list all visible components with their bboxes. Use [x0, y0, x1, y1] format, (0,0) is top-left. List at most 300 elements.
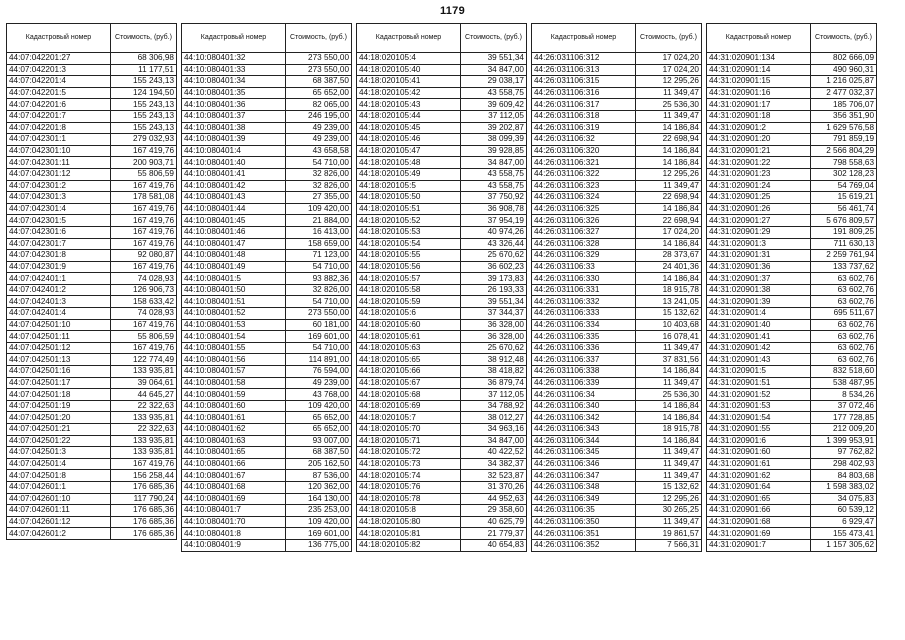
cost-cell: 63 602,76 — [811, 354, 877, 366]
table-row — [707, 53, 877, 65]
cost-cell: 34 788,92 — [461, 400, 527, 412]
cadastral-number-cell: 44:18:020105:48 — [357, 157, 461, 169]
table-row — [532, 447, 702, 459]
cost-cell: 38 418,82 — [461, 366, 527, 378]
cadastral-table-4 — [531, 23, 702, 552]
cost-cell: 40 654,83 — [461, 539, 527, 551]
cost-cell: 37 750,92 — [461, 192, 527, 204]
table-row — [357, 412, 527, 424]
table-row — [357, 110, 527, 122]
cost-cell: 54 710,00 — [286, 157, 352, 169]
cadastral-number-cell: 44:10:080401:63 — [182, 435, 286, 447]
table-row — [707, 226, 877, 238]
table-header-row — [707, 24, 877, 53]
cost-cell: 167 419,76 — [111, 342, 177, 354]
cadastral-number-cell: 44:07:042201:5 — [7, 87, 111, 99]
cadastral-number-cell: 44:07:042301:8 — [7, 250, 111, 262]
cost-cell: 29 038,17 — [461, 76, 527, 88]
table-row — [182, 261, 352, 273]
cost-cell: 11 349,47 — [636, 458, 702, 470]
table-row — [357, 273, 527, 285]
cadastral-number-cell: 44:10:080401:45 — [182, 215, 286, 227]
table-row — [532, 122, 702, 134]
table-row — [357, 134, 527, 146]
cadastral-number-cell: 44:31:020901:36 — [707, 261, 811, 273]
table-row — [707, 238, 877, 250]
cadastral-number-cell: 44:10:080401:58 — [182, 377, 286, 389]
table-row — [7, 377, 177, 389]
cost-cell: 22 698,94 — [636, 134, 702, 146]
cadastral-number-cell: 44:18:020105:61 — [357, 331, 461, 343]
table-row — [182, 203, 352, 215]
cost-cell: 169 601,00 — [286, 528, 352, 540]
cadastral-number-cell: 44:10:080401:68 — [182, 481, 286, 493]
cadastral-number-cell: 44:10:080401:66 — [182, 458, 286, 470]
cadastral-number-cell: 44:10:080401:32 — [182, 53, 286, 65]
cost-cell: 14 186,84 — [636, 145, 702, 157]
cadastral-number-cell: 44:07:042301:3 — [7, 192, 111, 204]
table-row — [707, 389, 877, 401]
table-row — [7, 76, 177, 88]
table-row — [182, 470, 352, 482]
cost-cell: 39 551,34 — [461, 296, 527, 308]
cost-cell: 68 306,98 — [111, 53, 177, 65]
cadastral-number-cell: 44:07:042501:17 — [7, 377, 111, 389]
table-row — [182, 308, 352, 320]
cadastral-number-cell: 44:07:042501:13 — [7, 354, 111, 366]
table-row — [7, 64, 177, 76]
cadastral-number-cell: 44:26:031106:351 — [532, 528, 636, 540]
table-row — [532, 157, 702, 169]
table-row — [532, 238, 702, 250]
cadastral-number-cell: 44:26:031106:324 — [532, 192, 636, 204]
cadastral-number-cell: 44:31:020901:21 — [707, 145, 811, 157]
cost-cell: 235 253,00 — [286, 505, 352, 517]
cadastral-number-cell: 44:18:020105:59 — [357, 296, 461, 308]
cost-cell: 11 349,47 — [636, 342, 702, 354]
cadastral-number-cell: 44:07:042601:12 — [7, 516, 111, 528]
cadastral-number-cell: 44:26:031106:315 — [532, 76, 636, 88]
table-header-row — [532, 24, 702, 53]
table-row — [7, 400, 177, 412]
table-row — [182, 389, 352, 401]
cadastral-number-cell: 44:26:031106:331 — [532, 284, 636, 296]
table-row — [357, 53, 527, 65]
table-row — [357, 458, 527, 470]
cost-cell: 246 195,00 — [286, 110, 352, 122]
table-row — [7, 145, 177, 157]
cadastral-number-cell: 44:10:080401:52 — [182, 308, 286, 320]
cost-cell: 65 652,00 — [286, 424, 352, 436]
cadastral-number-cell: 44:26:031106:34 — [532, 389, 636, 401]
cadastral-number-cell: 44:26:031106:338 — [532, 366, 636, 378]
cadastral-number-cell: 44:10:080401:41 — [182, 168, 286, 180]
table-row — [707, 87, 877, 99]
table-row — [7, 319, 177, 331]
cost-cell: 10 403,68 — [636, 319, 702, 331]
cost-cell: 11 349,47 — [636, 180, 702, 192]
table-row — [357, 354, 527, 366]
cadastral-number-cell: 44:10:080401:38 — [182, 122, 286, 134]
table-row — [532, 481, 702, 493]
cost-cell: 82 065,00 — [286, 99, 352, 111]
table-row — [357, 493, 527, 505]
cost-cell: 158 633,42 — [111, 296, 177, 308]
cost-cell: 17 024,20 — [636, 64, 702, 76]
cost-cell: 2 566 804,29 — [811, 145, 877, 157]
cadastral-number-cell: 44:18:020105:81 — [357, 528, 461, 540]
cadastral-number-cell: 44:07:042301:2 — [7, 180, 111, 192]
table-row — [707, 157, 877, 169]
cost-cell: 39 202,87 — [461, 122, 527, 134]
cadastral-number-cell: 44:18:020105:6 — [357, 308, 461, 320]
cost-cell: 167 419,76 — [111, 458, 177, 470]
cost-cell: 122 774,49 — [111, 354, 177, 366]
cost-cell: 37 954,19 — [461, 215, 527, 227]
cadastral-number-cell: 44:10:080401:33 — [182, 64, 286, 76]
table-row — [532, 296, 702, 308]
cost-cell: 155 243,13 — [111, 99, 177, 111]
cadastral-number-cell: 44:26:031106:329 — [532, 250, 636, 262]
cost-cell: 11 349,47 — [636, 377, 702, 389]
cadastral-number-cell: 44:26:031106:322 — [532, 168, 636, 180]
header-cadastral-number: Кадастровый номер — [182, 24, 286, 53]
cadastral-number-cell: 44:31:020901:2 — [707, 122, 811, 134]
cadastral-number-cell: 44:10:080401:70 — [182, 516, 286, 528]
cost-cell: 34 847,00 — [461, 435, 527, 447]
table-row — [7, 412, 177, 424]
cadastral-number-cell: 44:31:020901:40 — [707, 319, 811, 331]
cost-cell: 155 243,13 — [111, 122, 177, 134]
table-row — [532, 192, 702, 204]
table-row — [7, 331, 177, 343]
table-row — [707, 250, 877, 262]
cadastral-number-cell: 44:18:020105:67 — [357, 377, 461, 389]
cost-cell: 40 625,79 — [461, 516, 527, 528]
table-row — [357, 424, 527, 436]
cost-cell: 1 157 305,62 — [811, 539, 877, 551]
table-row — [357, 296, 527, 308]
cost-cell: 155 243,13 — [111, 76, 177, 88]
cadastral-number-cell: 44:26:031106:320 — [532, 145, 636, 157]
table-row — [7, 354, 177, 366]
cadastral-number-cell: 44:07:042501:4 — [7, 458, 111, 470]
cadastral-number-cell: 44:31:020901:69 — [707, 528, 811, 540]
cadastral-number-cell: 44:07:042601:1 — [7, 481, 111, 493]
table-row — [707, 435, 877, 447]
cadastral-number-cell: 44:10:080401:69 — [182, 493, 286, 505]
table-row — [182, 481, 352, 493]
table-row — [182, 284, 352, 296]
cost-cell: 36 602,23 — [461, 261, 527, 273]
table-row — [182, 528, 352, 540]
cadastral-table-2 — [181, 23, 352, 552]
cadastral-number-cell: 44:26:031106:33 — [532, 261, 636, 273]
table-row — [182, 296, 352, 308]
table-row — [707, 180, 877, 192]
cost-cell: 19 861,57 — [636, 528, 702, 540]
cadastral-number-cell: 44:10:080401:34 — [182, 76, 286, 88]
cost-cell: 14 186,84 — [636, 122, 702, 134]
cost-cell: 36 879,74 — [461, 377, 527, 389]
table-row — [7, 157, 177, 169]
cadastral-number-cell: 44:07:042501:12 — [7, 342, 111, 354]
table-row — [532, 516, 702, 528]
cadastral-number-cell: 44:10:080401:42 — [182, 180, 286, 192]
cadastral-number-cell: 44:26:031106:313 — [532, 64, 636, 76]
table-row — [532, 168, 702, 180]
table-row — [357, 435, 527, 447]
table-row — [182, 412, 352, 424]
cadastral-number-cell: 44:31:020901:54 — [707, 412, 811, 424]
cadastral-number-cell: 44:31:020901:37 — [707, 273, 811, 285]
cost-cell: 798 558,63 — [811, 157, 877, 169]
cadastral-number-cell: 44:31:020901:134 — [707, 53, 811, 65]
cost-cell: 14 186,84 — [636, 366, 702, 378]
cost-cell: 39 064,61 — [111, 377, 177, 389]
cost-cell: 279 032,93 — [111, 134, 177, 146]
cost-cell: 31 370,26 — [461, 481, 527, 493]
cadastral-number-cell: 44:10:080401:4 — [182, 145, 286, 157]
cost-cell: 177 728,85 — [811, 412, 877, 424]
cadastral-number-cell: 44:18:020105:69 — [357, 400, 461, 412]
cadastral-number-cell: 44:07:042501:20 — [7, 412, 111, 424]
cadastral-number-cell: 44:31:020901:3 — [707, 238, 811, 250]
table-row — [357, 366, 527, 378]
cadastral-number-cell: 44:26:031106:346 — [532, 458, 636, 470]
cadastral-number-cell: 44:10:080401:65 — [182, 447, 286, 459]
cadastral-number-cell: 44:26:031106:325 — [532, 203, 636, 215]
cadastral-number-cell: 44:26:031106:337 — [532, 354, 636, 366]
cost-cell: 43 768,00 — [286, 389, 352, 401]
cadastral-number-cell: 44:31:020901:25 — [707, 192, 811, 204]
cadastral-number-cell: 44:18:020105:68 — [357, 389, 461, 401]
table-row — [532, 505, 702, 517]
cost-cell: 32 826,00 — [286, 168, 352, 180]
cost-cell: 169 601,00 — [286, 331, 352, 343]
table-row — [532, 99, 702, 111]
cost-cell: 167 419,76 — [111, 261, 177, 273]
cost-cell: 25 536,30 — [636, 99, 702, 111]
cadastral-number-cell: 44:07:042201:3 — [7, 64, 111, 76]
cost-cell: 167 419,76 — [111, 215, 177, 227]
cost-cell: 11 177,51 — [111, 64, 177, 76]
cadastral-number-cell: 44:31:020901:22 — [707, 157, 811, 169]
cost-cell: 36 908,78 — [461, 203, 527, 215]
cadastral-number-cell: 44:31:020901:55 — [707, 424, 811, 436]
header-cadastral-number: Кадастровый номер — [707, 24, 811, 53]
table-row — [707, 412, 877, 424]
cadastral-number-cell: 44:10:080401:57 — [182, 366, 286, 378]
cadastral-number-cell: 44:31:020901:60 — [707, 447, 811, 459]
table-row — [707, 424, 877, 436]
cost-cell: 15 132,62 — [636, 308, 702, 320]
table-row — [532, 215, 702, 227]
cadastral-number-cell: 44:18:020105:51 — [357, 203, 461, 215]
cost-cell: 356 351,90 — [811, 110, 877, 122]
table-row — [532, 400, 702, 412]
cost-cell: 126 906,73 — [111, 284, 177, 296]
cost-cell: 34 963,16 — [461, 424, 527, 436]
table-row — [357, 389, 527, 401]
table-row — [7, 435, 177, 447]
table-row — [182, 377, 352, 389]
table-row — [7, 308, 177, 320]
table-row — [532, 458, 702, 470]
table-row — [182, 180, 352, 192]
cadastral-number-cell: 44:10:080401:46 — [182, 226, 286, 238]
cadastral-number-cell: 44:10:080401:54 — [182, 331, 286, 343]
table-row — [532, 424, 702, 436]
cost-cell: 11 349,47 — [636, 110, 702, 122]
cost-cell: 63 602,76 — [811, 342, 877, 354]
cost-cell: 176 685,36 — [111, 481, 177, 493]
cost-cell: 17 024,20 — [636, 53, 702, 65]
cadastral-number-cell: 44:07:042501:11 — [7, 331, 111, 343]
cadastral-number-cell: 44:18:020105:78 — [357, 493, 461, 505]
header-cost: Стоимость, (руб.) — [636, 24, 702, 53]
cost-cell: 1 399 953,91 — [811, 435, 877, 447]
cadastral-number-cell: 44:18:020105:66 — [357, 366, 461, 378]
cadastral-number-cell: 44:26:031106:317 — [532, 99, 636, 111]
cost-cell: 25 670,62 — [461, 342, 527, 354]
cost-cell: 12 295,26 — [636, 168, 702, 180]
cadastral-number-cell: 44:18:020105:70 — [357, 424, 461, 436]
cost-cell: 205 162,50 — [286, 458, 352, 470]
table-row — [182, 157, 352, 169]
cadastral-number-cell: 44:07:042301:7 — [7, 238, 111, 250]
table-row — [357, 168, 527, 180]
cadastral-number-cell: 44:18:020105:44 — [357, 110, 461, 122]
cost-cell: 92 080,87 — [111, 250, 177, 262]
cadastral-number-cell: 44:10:080401:50 — [182, 284, 286, 296]
cadastral-number-cell: 44:10:080401:48 — [182, 250, 286, 262]
cost-cell: 114 891,00 — [286, 354, 352, 366]
table-row — [707, 516, 877, 528]
table-row — [532, 319, 702, 331]
table-row — [7, 226, 177, 238]
cadastral-number-cell: 44:10:080401:39 — [182, 134, 286, 146]
cost-cell: 185 706,07 — [811, 99, 877, 111]
cadastral-number-cell: 44:18:020105:57 — [357, 273, 461, 285]
table-row — [7, 192, 177, 204]
table-row — [182, 424, 352, 436]
cadastral-table-3 — [356, 23, 527, 552]
cadastral-number-cell: 44:31:020901:61 — [707, 458, 811, 470]
table-row — [182, 505, 352, 517]
cost-cell: 156 258,44 — [111, 470, 177, 482]
table-row — [182, 539, 352, 551]
cost-cell: 212 009,20 — [811, 424, 877, 436]
cadastral-number-cell: 44:18:020105:46 — [357, 134, 461, 146]
table-row — [707, 342, 877, 354]
table-header-row — [357, 24, 527, 53]
cost-cell: 298 402,93 — [811, 458, 877, 470]
header-cost: Стоимость, (руб.) — [111, 24, 177, 53]
table-row — [182, 53, 352, 65]
table-row — [357, 215, 527, 227]
table-row — [357, 539, 527, 551]
table-row — [707, 64, 877, 76]
cost-cell: 76 594,00 — [286, 366, 352, 378]
table-row — [532, 284, 702, 296]
table-row — [182, 134, 352, 146]
cost-cell: 49 239,00 — [286, 134, 352, 146]
cost-cell: 21 884,00 — [286, 215, 352, 227]
cost-cell: 167 419,76 — [111, 145, 177, 157]
table-row — [182, 354, 352, 366]
table-row — [182, 447, 352, 459]
table-row — [7, 516, 177, 528]
cadastral-number-cell: 44:18:020105:42 — [357, 87, 461, 99]
cadastral-number-cell: 44:26:031106:326 — [532, 215, 636, 227]
cost-cell: 39 173,83 — [461, 273, 527, 285]
table-row — [182, 400, 352, 412]
table-row — [182, 493, 352, 505]
table-row — [707, 110, 877, 122]
table-row — [532, 493, 702, 505]
table-row — [357, 470, 527, 482]
table-row — [357, 192, 527, 204]
table-row — [532, 53, 702, 65]
cadastral-number-cell: 44:31:020901:66 — [707, 505, 811, 517]
table-row — [532, 273, 702, 285]
table-row — [707, 215, 877, 227]
cost-cell: 6 929,47 — [811, 516, 877, 528]
table-row — [182, 331, 352, 343]
cadastral-number-cell: 44:31:020901:16 — [707, 87, 811, 99]
cadastral-number-cell: 44:18:020105:45 — [357, 122, 461, 134]
table-row — [7, 261, 177, 273]
cost-cell: 136 775,00 — [286, 539, 352, 551]
table-row — [182, 76, 352, 88]
cost-cell: 176 685,36 — [111, 505, 177, 517]
cadastral-number-cell: 44:26:031106:349 — [532, 493, 636, 505]
cadastral-number-cell: 44:31:020901:15 — [707, 76, 811, 88]
cost-cell: 54 710,00 — [286, 261, 352, 273]
cost-cell: 14 186,84 — [636, 238, 702, 250]
table-row — [532, 250, 702, 262]
cost-cell: 49 239,00 — [286, 122, 352, 134]
cost-cell: 36 328,00 — [461, 331, 527, 343]
table-row — [707, 76, 877, 88]
cadastral-number-cell: 44:07:042401:2 — [7, 284, 111, 296]
cost-cell: 43 558,75 — [461, 180, 527, 192]
table-row — [707, 539, 877, 551]
table-row — [357, 180, 527, 192]
cost-cell: 273 550,00 — [286, 64, 352, 76]
table-row — [7, 273, 177, 285]
cost-cell: 84 803,68 — [811, 470, 877, 482]
table-row — [357, 145, 527, 157]
table-row — [7, 122, 177, 134]
cadastral-number-cell: 44:26:031106:352 — [532, 539, 636, 551]
cadastral-number-cell: 44:10:080401:51 — [182, 296, 286, 308]
cost-cell: 63 602,76 — [811, 273, 877, 285]
cost-cell: 74 028,93 — [111, 308, 177, 320]
cadastral-number-cell: 44:18:020105:47 — [357, 145, 461, 157]
cost-cell: 34 847,00 — [461, 157, 527, 169]
table-row — [532, 528, 702, 540]
table-row — [707, 192, 877, 204]
table-row — [182, 215, 352, 227]
cadastral-number-cell: 44:07:042501:8 — [7, 470, 111, 482]
cadastral-number-cell: 44:18:020105:8 — [357, 505, 461, 517]
cost-cell: 14 186,84 — [636, 273, 702, 285]
table-row — [7, 134, 177, 146]
table-row — [357, 308, 527, 320]
table-row — [532, 354, 702, 366]
